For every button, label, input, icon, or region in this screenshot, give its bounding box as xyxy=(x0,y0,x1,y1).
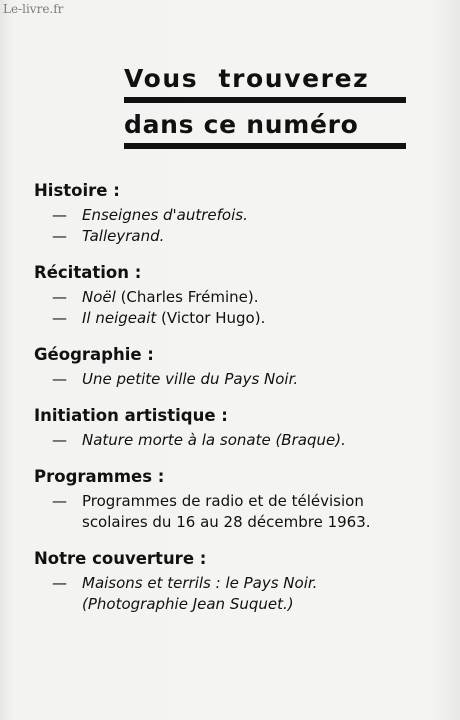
section-notre-couverture xyxy=(34,548,434,615)
item-title: Une petite ville du Pays Noir. xyxy=(82,370,299,388)
dash: — xyxy=(52,309,67,327)
section-heading: Géographie : xyxy=(34,345,154,364)
watermark: Le-livre.fr xyxy=(3,2,64,16)
section-programmes xyxy=(34,466,434,533)
item-title: Maisons et terrils : le Pays Noir. xyxy=(82,574,318,592)
section-heading: Notre couverture : xyxy=(34,549,207,568)
dash: — xyxy=(52,492,67,510)
section-heading: Programmes : xyxy=(34,467,165,486)
item-title: Talleyrand. xyxy=(82,227,165,245)
dash: — xyxy=(52,288,67,306)
dash: — xyxy=(52,574,67,592)
list-item xyxy=(34,287,434,308)
dash: — xyxy=(52,431,67,449)
item-note: (Victor Hugo). xyxy=(156,309,266,327)
list-item-continuation: (Photographie Jean Suquet.) xyxy=(82,595,294,613)
dash: — xyxy=(52,227,67,245)
contents-list xyxy=(34,180,434,630)
section-geographie xyxy=(34,344,434,390)
header-rule xyxy=(124,143,406,149)
item-title: Enseignes d'autrefois. xyxy=(82,206,248,224)
list-item xyxy=(34,205,434,226)
list-item xyxy=(34,491,434,512)
item-title: Programmes de radio et de télévision xyxy=(82,492,364,510)
list-item xyxy=(34,573,434,594)
item-title: Noël xyxy=(82,288,116,306)
header-rule xyxy=(124,97,406,103)
dash: — xyxy=(52,370,67,388)
list-item xyxy=(34,430,434,451)
section-recitation xyxy=(34,262,434,329)
header-line-2: dans ce numéro xyxy=(124,110,359,139)
section-initiation-artistique xyxy=(34,405,434,451)
contents-header xyxy=(124,64,406,156)
list-item xyxy=(34,308,434,329)
dash: — xyxy=(52,206,67,224)
list-item xyxy=(34,369,434,390)
section-heading: Histoire : xyxy=(34,181,120,200)
section-heading: Initiation artistique : xyxy=(34,406,228,425)
header-line-1: Vous trouverez xyxy=(124,64,370,93)
item-title: Nature morte à la sonate (Braque). xyxy=(82,431,346,449)
section-heading: Récitation : xyxy=(34,263,142,282)
section-histoire xyxy=(34,180,434,247)
item-note: (Charles Frémine). xyxy=(115,288,259,306)
list-item-continuation: scolaires du 16 au 28 décembre 1963. xyxy=(82,513,371,531)
item-title: Il neigeait xyxy=(82,309,157,327)
list-item xyxy=(34,226,434,247)
